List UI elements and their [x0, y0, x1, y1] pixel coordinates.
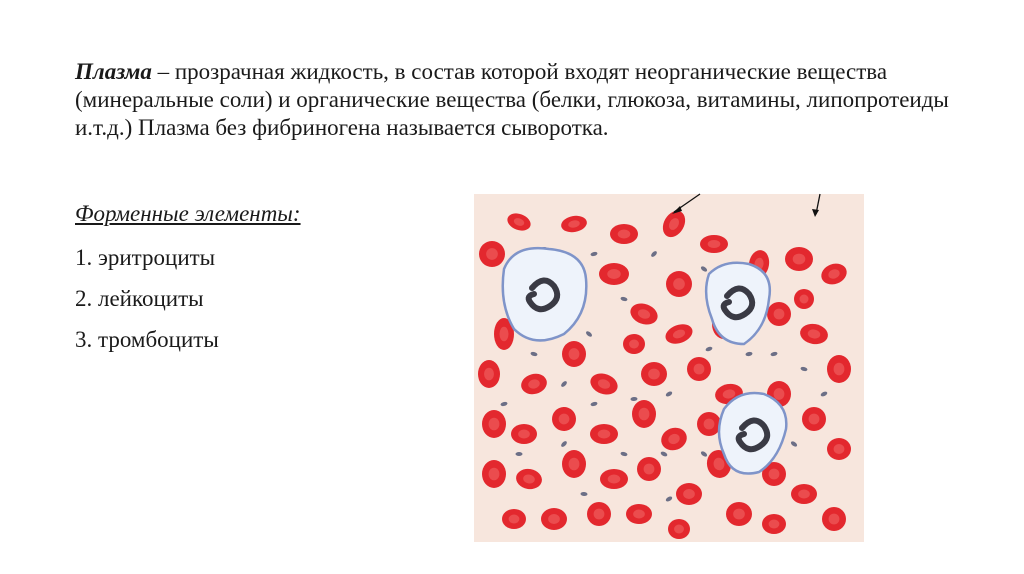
erythrocyte — [511, 424, 537, 444]
erythrocyte-center — [769, 469, 780, 480]
erythrocyte — [562, 341, 586, 367]
erythrocyte-center — [639, 408, 650, 421]
erythrocyte — [549, 404, 580, 435]
erythrocyte — [726, 502, 752, 526]
blood-smear-svg — [474, 194, 864, 542]
erythrocyte — [562, 450, 586, 478]
erythrocyte — [590, 424, 618, 444]
blood-smear-illustration — [474, 194, 864, 542]
list-item-platelets: 3. тромбоциты — [75, 327, 219, 352]
erythrocyte — [785, 247, 813, 271]
erythrocyte-center — [793, 254, 806, 265]
erythrocyte — [666, 271, 692, 297]
erythrocyte — [478, 360, 500, 388]
erythrocyte-center — [509, 515, 520, 524]
erythrocyte — [658, 424, 690, 454]
platelet — [700, 265, 708, 272]
erythrocyte-center — [704, 419, 715, 430]
erythrocyte-center — [548, 514, 560, 524]
erythrocyte-center — [769, 520, 780, 529]
platelet — [590, 251, 598, 257]
erythrocyte-center — [834, 363, 845, 376]
erythrocyte — [587, 370, 620, 398]
erythrocyte-center — [798, 490, 810, 499]
erythrocyte — [599, 263, 629, 285]
erythrocyte — [479, 241, 505, 267]
erythrocyte-center — [733, 509, 745, 520]
erythrocyte — [697, 412, 721, 436]
leukocyte — [503, 248, 587, 340]
platelet — [516, 452, 523, 456]
erythrocyte — [623, 334, 645, 354]
erythrocyte-center — [607, 269, 621, 279]
erythrocyte — [668, 519, 690, 539]
erythrocyte — [587, 502, 611, 526]
erythrocyte — [627, 300, 660, 328]
erythrocyte-center — [569, 348, 580, 360]
plasma-paragraph — [75, 58, 955, 142]
erythrocyte — [687, 357, 711, 381]
platelet — [660, 451, 668, 458]
platelet — [560, 380, 568, 388]
platelet — [585, 330, 593, 338]
erythrocyte — [502, 509, 526, 529]
platelet — [705, 346, 713, 352]
erythrocyte-center — [644, 464, 655, 475]
erythrocyte — [560, 214, 588, 234]
platelet — [530, 351, 538, 357]
erythrocyte — [700, 235, 728, 253]
erythrocyte-center — [834, 444, 845, 454]
platelet — [820, 391, 828, 398]
erythrocyte-center — [633, 510, 645, 519]
erythrocyte-center — [518, 430, 530, 439]
erythrocyte — [637, 457, 661, 481]
erythrocyte — [798, 322, 829, 347]
erythrocyte-center — [598, 430, 611, 439]
erythrocyte-center — [809, 414, 820, 425]
list-item-erythrocytes: 1. эритроциты — [75, 245, 216, 270]
erythrocyte — [827, 438, 851, 460]
erythrocyte-center — [608, 475, 621, 484]
platelet — [560, 440, 568, 448]
formed-elements-list — [75, 244, 219, 367]
erythrocyte — [519, 371, 549, 397]
erythrocyte — [663, 321, 695, 347]
erythrocyte-center — [774, 388, 785, 400]
erythrocyte — [610, 224, 638, 244]
erythrocyte-center — [629, 340, 639, 349]
erythrocyte-center — [829, 514, 840, 525]
erythrocyte-center — [708, 240, 721, 248]
erythrocyte — [827, 355, 851, 383]
platelet — [620, 296, 628, 302]
platelet — [620, 451, 628, 457]
erythrocyte-center — [800, 295, 809, 304]
erythrocyte-center — [774, 309, 785, 320]
erythrocyte-center — [694, 364, 705, 375]
plasma-term: Плазма — [75, 59, 152, 84]
erythrocyte — [541, 508, 567, 530]
platelet — [650, 250, 658, 258]
erythrocyte-center — [489, 418, 500, 431]
platelet — [800, 366, 808, 372]
erythrocyte — [482, 410, 506, 438]
platelet — [665, 496, 673, 503]
platelet — [700, 450, 708, 457]
erythrocyte-center — [486, 248, 498, 260]
erythrocyte — [641, 362, 667, 386]
plasma-description: – прозрачная жидкость, в состав которой входят неорганические вещества (минеральные соли) и органические вещества (белки, глюкоза, витамины, липопротеиды и.т.д.) Плазма без фибриногена называется сыворотка. — [75, 59, 949, 140]
erythrocyte-center — [673, 278, 685, 290]
erythrocyte-center — [500, 327, 509, 341]
formed-elements-title: Форменные элементы: — [75, 201, 301, 226]
leukocyte — [719, 393, 786, 474]
erythrocyte-center — [674, 525, 684, 534]
erythrocyte-center — [683, 489, 695, 499]
platelet — [500, 401, 508, 407]
platelet — [770, 351, 778, 357]
erythrocyte-center — [648, 369, 660, 380]
platelet — [590, 401, 598, 407]
pointer-arrows — [660, 190, 840, 230]
erythrocyte — [626, 504, 652, 524]
erythrocyte — [818, 260, 849, 288]
erythrocyte — [822, 507, 846, 531]
erythrocyte — [514, 467, 543, 491]
erythrocyte — [791, 484, 817, 504]
platelet — [665, 391, 673, 398]
list-item-leukocytes: 2. лейкоциты — [75, 286, 204, 311]
erythrocyte-center — [594, 509, 605, 520]
erythrocyte — [632, 400, 656, 428]
erythrocyte — [600, 469, 628, 489]
platelet — [580, 492, 587, 497]
platelet — [745, 351, 753, 356]
arrow-right-head — [812, 209, 819, 217]
erythrocyte-center — [489, 468, 500, 481]
platelet — [630, 397, 637, 402]
erythrocyte-center — [569, 458, 580, 471]
erythrocyte — [482, 460, 506, 488]
erythrocyte-center — [618, 230, 631, 239]
erythrocyte — [676, 483, 702, 505]
platelet — [790, 440, 798, 447]
erythrocyte-center — [484, 368, 494, 381]
erythrocyte — [767, 302, 791, 326]
erythrocyte — [505, 210, 533, 233]
erythrocyte — [762, 514, 786, 534]
erythrocyte — [802, 407, 826, 431]
erythrocyte — [794, 289, 814, 309]
